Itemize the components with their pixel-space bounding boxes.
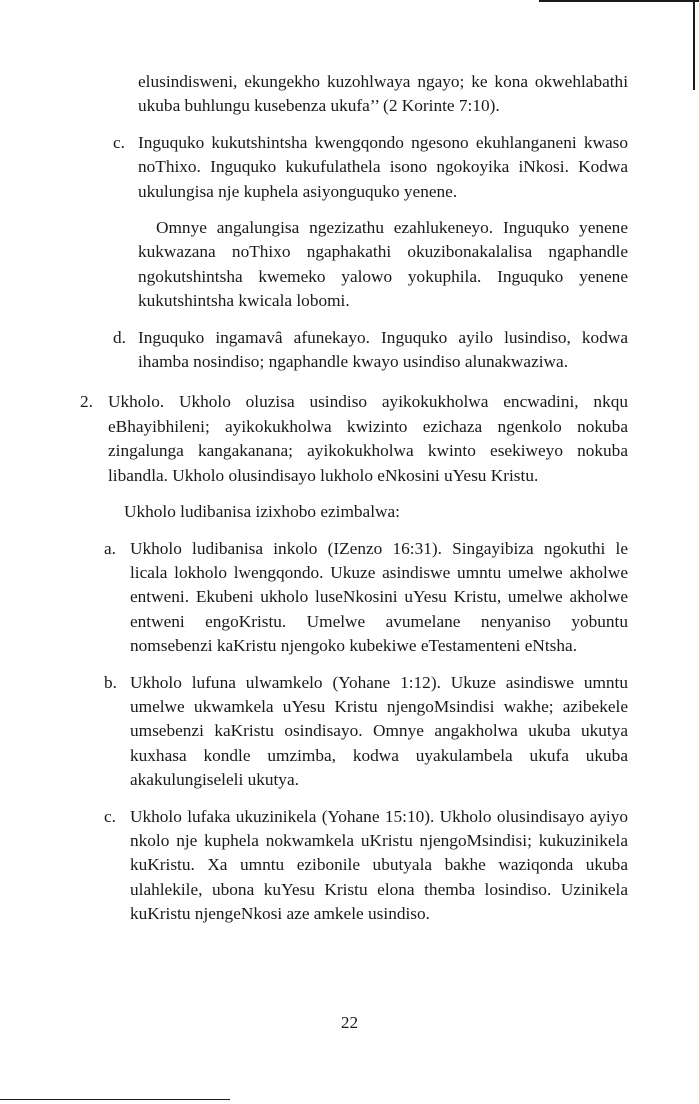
sub-item-b xyxy=(80,671,628,793)
list-item-text: Inguquko ingamavȃ afunekayo. Inguquko ayilo lusindiso, kodwa ihamba nosindiso; ngaphandle kwayo usindiso alunakwaziwa. xyxy=(138,327,628,372)
list-item-2 xyxy=(80,390,628,488)
list-marker: b. xyxy=(104,672,117,692)
sub-item-a xyxy=(80,537,628,659)
list-item-c xyxy=(80,131,628,204)
list-marker: c. xyxy=(113,132,125,152)
scan-edge-top xyxy=(539,0,699,2)
list-item-text: Inguquko kukutshintsha kwengqondo ngesono ekuhlanganeni kwaso noThixo. Inguquko kukufulathela isono ngokoyika iNkosi. Kodwa ukulungisa nje kuphela asiyonguquko yenene. xyxy=(138,132,628,201)
list-marker: d. xyxy=(113,327,126,347)
list-marker: c. xyxy=(104,806,116,826)
scan-edge-bottom xyxy=(0,1099,230,1100)
list-item-text: Ukholo ludibanisa inkolo (IZenzo 16:31). Singayibiza ngokuthi le licala lokholo lwengqondo. Ukuze asindiswe umntu umelwe akholwe entweni. Ekubeni ukholo luseNkosini uYesu Kristu, umelwe akholwe entweni engoKristu. Umelwe avumelane nenyaniso yobuntu nomsebenzi kaKristu njengoko kubekiwe eTestamenteni eNtsha. xyxy=(130,538,628,656)
list-marker: 2. xyxy=(80,392,93,412)
list-marker: a. xyxy=(104,538,116,558)
list-item-text: Ukholo. Ukholo oluzisa usindiso ayikokukholwa encwadini, nkqu eBhayibhileni; ayikokukholwa kwizinto ezichaza ngenkolo nokuba zingalunga kangakanana; ayikokukholwa kwinto esekiweyo nokuba libandla. Ukholo olusindisayo lukholo eNkosini uYesu Kristu. xyxy=(108,392,628,485)
page-number: 22 xyxy=(340,1013,359,1032)
paragraph-omnye: Omnye angalungisa ngezizathu ezahlukeneyo. Inguquko yenene kukwazana noThixo ngaphakathi okuzibonakalalisa ngaphandle ngokutshintsha kwemeko yalowo yokuphila. Inguquko yenene kukutshintsha kwicala lobomi. xyxy=(138,218,628,311)
list-item-d xyxy=(80,326,628,375)
list-item-text: Ukholo lufaka ukuzinikela (Yohane 15:10). Ukholo olusindisayo ayiyo nkolo nje kuphela nokwamkela uKristu njengoMsindisi; kukuzinikela kuKristu. Xa umntu ezibonile ubutyala bakhe waziqonda ukuba ulahlekile, ubona kuYesu Kristu elona themba losindiso. Uzinikela kuKristu njengeNkosi aze amkele usindiso. xyxy=(130,806,628,924)
continuation-paragraph: elusindisweni, ekungekho kuzohlwaya ngayo; ke kona okwehlabathi ukuba buhlungu kusebenza ukufa’’ (2 Korinte 7:10). xyxy=(138,72,628,116)
list-item-text: Ukholo lufuna ulwamkelo (Yohane 1:12). Ukuze asindiswe umntu umelwe ukwamkela uYesu Kristu njengoMsindisi wakhe; azibekele umsebenzi kaKristu osindisayo. Omnye angakholwa ukuba ukutya kuxhasa kondle umzimba, kodwa uyakulambela ukufa ukuba akakulungiseleli ukutya. xyxy=(130,672,628,790)
page-content xyxy=(80,70,628,927)
sub-item-c xyxy=(80,805,628,927)
scan-edge-right xyxy=(693,0,695,90)
paragraph-ukholo: Ukholo ludibanisa izixhobo ezimbalwa: xyxy=(124,502,400,522)
